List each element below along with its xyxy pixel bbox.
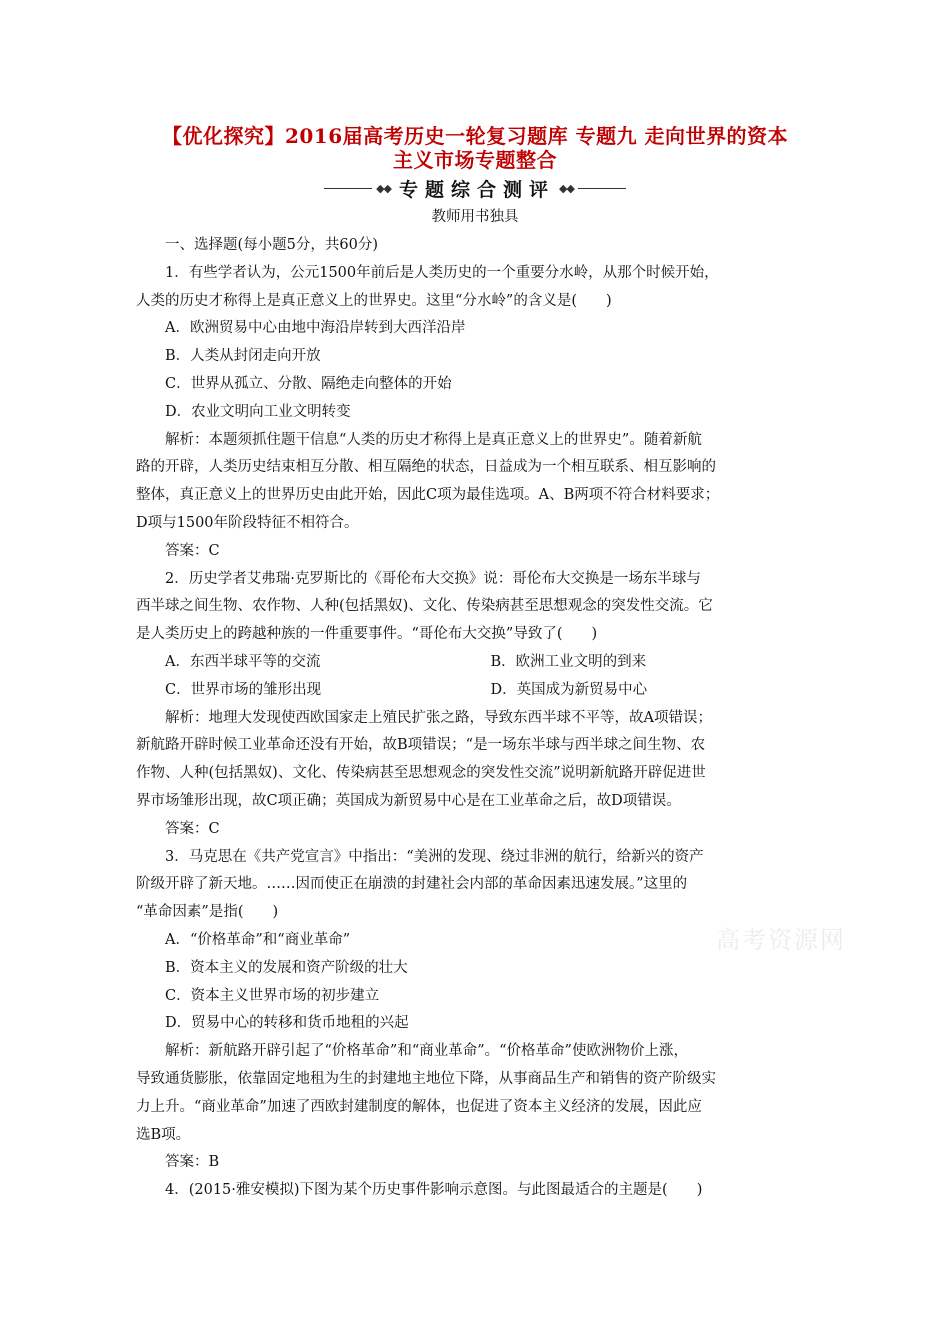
question-2-options-row-1 <box>136 649 816 677</box>
question-1-analysis-cont: 路的开辟，人类历史结束相互分散、相互隔绝的状态，日益成为一个相互联系、相互影响的 <box>136 459 716 476</box>
question-2-stem-cont: 是人类历史上的跨越种族的一件重要事件。“哥伦布大交换”导致了( ) <box>136 626 598 643</box>
section-banner <box>320 174 630 202</box>
question-3-stem-cont: 阶级开辟了新天地。……因而使正在崩溃的封建社会内部的革命因素迅速发展。”这里的 <box>136 876 688 893</box>
question-1-answer: 答案：C <box>165 542 220 559</box>
question-2-answer: 答案：C <box>165 820 220 837</box>
teacher-note: 教师用书独具 <box>431 209 519 225</box>
question-2-option-d: D．英国成为新贸易中心 <box>490 681 648 698</box>
title-line-1: 【优化探究】2016届高考历史一轮复习题库 专题九 走向世界的资本 <box>161 124 789 148</box>
question-2-analysis-cont: 界市场雏形出现，故C项正确；英国成为新贸易中心是在工业革命之后，故D项错误。 <box>136 792 681 809</box>
question-3-option-b: B．资本主义的发展和资产阶级的壮大 <box>165 959 408 976</box>
diamond-icon: ◆◆ <box>559 181 574 195</box>
question-3-analysis-cont: 选B项。 <box>136 1126 191 1143</box>
question-2-stem-cont: 西半球之间生物、农作物、人种(包括黑奴)、文化、传染病甚至思想观念的突发性交流。它 <box>136 598 713 615</box>
document-title <box>110 124 840 172</box>
banner-rule-right <box>578 188 626 189</box>
question-1-option-a: A．欧洲贸易中心由地中海沿岸转到大西洋沿岸 <box>165 320 466 337</box>
question-1-option-b: B．人类从封闭走向开放 <box>165 348 321 365</box>
question-2-options-row-2 <box>136 677 816 705</box>
question-1-stem-cont: 人类的历史才称得上是真正意义上的世界史。这里“分水岭”的含义是( ) <box>136 292 612 309</box>
question-1-analysis: 解析：本题须抓住题干信息“人类的历史才称得上是真正意义上的世界史”。随着新航 <box>165 431 702 448</box>
question-2-analysis-cont: 作物、人种(包括黑奴)、文化、传染病甚至思想观念的突发性交流”说明新航路开辟促进世 <box>136 765 706 782</box>
banner-title: 专题综合测评 <box>398 178 555 201</box>
question-2-analysis-cont: 新航路开辟时候工业革命还没有开始，故B项错误；“是一场东半球与西半球之间生物、农 <box>136 737 706 754</box>
question-1-stem: 1．有些学者认为，公元1500年前后是人类历史的一个重要分水岭，从那个时候开始， <box>165 264 719 281</box>
question-2-option-a: A．东西半球平等的交流 <box>165 653 321 670</box>
question-3-stem: 3．马克思在《共产党宣言》中指出：“美洲的发现、绕过非洲的航行，给新兴的资产 <box>165 848 704 865</box>
section-heading: 一、选择题(每小题5分，共60分) <box>165 237 378 253</box>
watermark: 高考资源网 <box>716 926 846 954</box>
question-3-analysis-cont: 力上升。“商业革命”加速了西欧封建制度的解体，也促进了资本主义经济的发展，因此应 <box>136 1098 702 1115</box>
question-2-analysis: 解析：地理大发现使西欧国家走上殖民扩张之路，导致东西半球不平等，故A项错误； <box>165 709 712 726</box>
question-3-answer: 答案：B <box>165 1154 220 1171</box>
question-3-analysis-cont: 导致通货膨胀，依靠固定地租为生的封建地主地位下降，从事商品生产和销售的资产阶级实 <box>136 1070 716 1087</box>
document-body <box>136 232 816 1205</box>
question-3-option-a: A．“价格革命”和“商业革命” <box>165 931 351 948</box>
diamond-icon: ◆◆ <box>376 181 391 195</box>
question-1-option-c: C．世界从孤立、分散、隔绝走向整体的开始 <box>165 375 452 392</box>
question-3-stem-cont: “革命因素”是指( ) <box>136 904 279 921</box>
question-2-stem: 2．历史学者艾弗瑞·克罗斯比的《哥伦布大交换》说：哥伦布大交换是一场东半球与 <box>165 570 701 587</box>
question-3-option-d: D．贸易中心的转移和货币地租的兴起 <box>165 1015 409 1032</box>
question-3-analysis: 解析：新航路开辟引起了“价格革命”和“商业革命”。“价格革命”使欧洲物价上涨， <box>165 1043 688 1060</box>
question-2-option-b: B．欧洲工业文明的到来 <box>490 653 647 670</box>
question-1-analysis-cont: 整体，真正意义上的世界历史由此开始，因此C项为最佳选项。A、B两项不符合材料要求； <box>136 487 720 504</box>
question-4-stem: 4．(2015·雅安模拟)下图为某个历史事件影响示意图。与此图最适合的主题是( ) <box>165 1182 703 1199</box>
title-line-2: 主义市场专题整合 <box>393 148 557 172</box>
question-1-analysis-cont: D项与1500年阶段特征不相符合。 <box>136 514 359 531</box>
banner-rule-left <box>324 188 372 189</box>
question-3-option-c: C．资本主义世界市场的初步建立 <box>165 987 380 1004</box>
question-2-option-c: C．世界市场的雏形出现 <box>165 681 322 698</box>
question-1-option-d: D．农业文明向工业文明转变 <box>165 403 351 420</box>
